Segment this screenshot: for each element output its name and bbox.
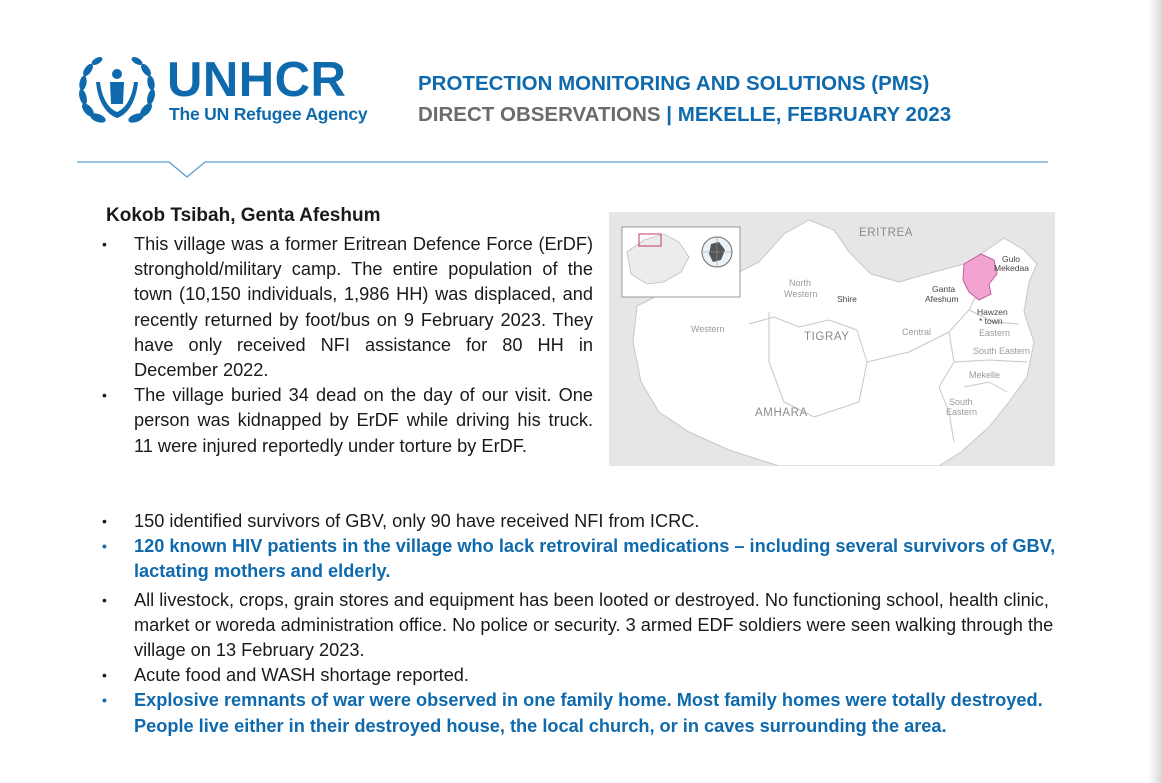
unhcr-emblem-icon [76, 52, 158, 130]
list-item-text: 120 known HIV patients in the village who lack retroviral medications – including several survivors of GBV, lactating mothers and elderly. [134, 536, 1056, 582]
list-item [102, 383, 593, 459]
map-label-amhara: AMHARA [755, 407, 808, 419]
bullet-dot: • [102, 692, 107, 709]
list-item [102, 663, 1064, 688]
map-label-eastern: Eastern [979, 328, 1011, 338]
report-subtitle [418, 99, 951, 130]
bullet-dot: • [102, 387, 107, 404]
header-divider [77, 155, 1052, 181]
list-item-text: Acute food and WASH shortage reported. [134, 665, 469, 686]
map-label-gulo: Gulo [1002, 254, 1020, 264]
map-label-shire: Shire [837, 294, 857, 304]
list-item [102, 509, 1064, 534]
bullet-dot: • [102, 667, 107, 684]
map-label-south: South [949, 397, 973, 407]
list-item-highlight [102, 688, 1064, 738]
bullet-dot: • [102, 236, 107, 252]
unhcr-logo [76, 52, 376, 132]
list-item-highlight [102, 534, 1064, 584]
map-label-tigray: TIGRAY [804, 331, 850, 343]
section-title: Kokob Tsibah, Genta Afeshum [106, 205, 381, 226]
subtitle-separator: | [660, 103, 678, 126]
map-label-afeshum: Afeshum [925, 294, 959, 304]
list-item-text: The village buried 34 dead on the day of our visit. One person was kidnapped by ErDF while driving his truck. 11 were injured reportedly under torture by ErDF. [134, 385, 593, 456]
map-label-ganta: Ganta [932, 284, 956, 294]
bullet-dot: • [102, 538, 107, 555]
map-label-town: * town [979, 316, 1003, 326]
subtitle-part-observations: DIRECT OBSERVATIONS [418, 103, 661, 126]
bullet-dot: • [102, 513, 107, 529]
list-item-text: Explosive remnants of war were observed in one family home. Most family homes were totally destroyed. People live either in their destroyed house, the local church, or in caves surrounding the area. [134, 690, 1043, 736]
map-label-mekelle: Mekelle [969, 370, 1001, 380]
tigray-map [609, 212, 1055, 466]
map-label-eritrea: ERITREA [859, 227, 914, 239]
list-item [102, 232, 593, 383]
map-label-mekedaa: Mekedaa [994, 263, 1029, 273]
logo-wordmark: UNHCR [167, 53, 347, 107]
report-title: PROTECTION MONITORING AND SOLUTIONS (PMS) [418, 72, 930, 95]
list-item-text: This village was a former Eritrean Defence Force (ErDF) stronghold/military camp. The entire population of the town (10,150 individuals, 1,986 HH) was displaced, and recently returned by foot/bus on 9 February 2023. They have only received NFI assistance for 80 HH in December 2022. [134, 234, 593, 381]
bullet-list-narrow [102, 232, 593, 459]
list-item [102, 588, 1064, 664]
map-label-north-western: Western [784, 289, 818, 299]
subtitle-part-location: MEKELLE, FEBRUARY 2023 [677, 103, 952, 126]
map-label-hawzen: Hawzen [977, 307, 1008, 317]
map-label-western: Western [691, 324, 725, 334]
map-label-south-eastern-2: Eastern [946, 407, 978, 417]
map-label-south-eastern: South Eastern [973, 346, 1031, 356]
logo-tagline: The UN Refugee Agency [169, 104, 368, 124]
list-item-text: All livestock, crops, grain stores and equipment has been looted or destroyed. No functioning school, health clinic, market or woreda administration office. No police or security. 3 armed EDF soldiers were seen walking through the village on 13 February 2023. [134, 589, 1054, 661]
map-label-north: North [789, 278, 812, 288]
map-label-central: Central [902, 327, 932, 337]
list-item-text: 150 identified survivors of GBV, only 90 have received NFI from ICRC. [134, 511, 700, 531]
bullet-list-wide [102, 509, 1064, 739]
page-edge-shadow [1148, 0, 1162, 783]
bullet-dot: • [102, 591, 107, 608]
